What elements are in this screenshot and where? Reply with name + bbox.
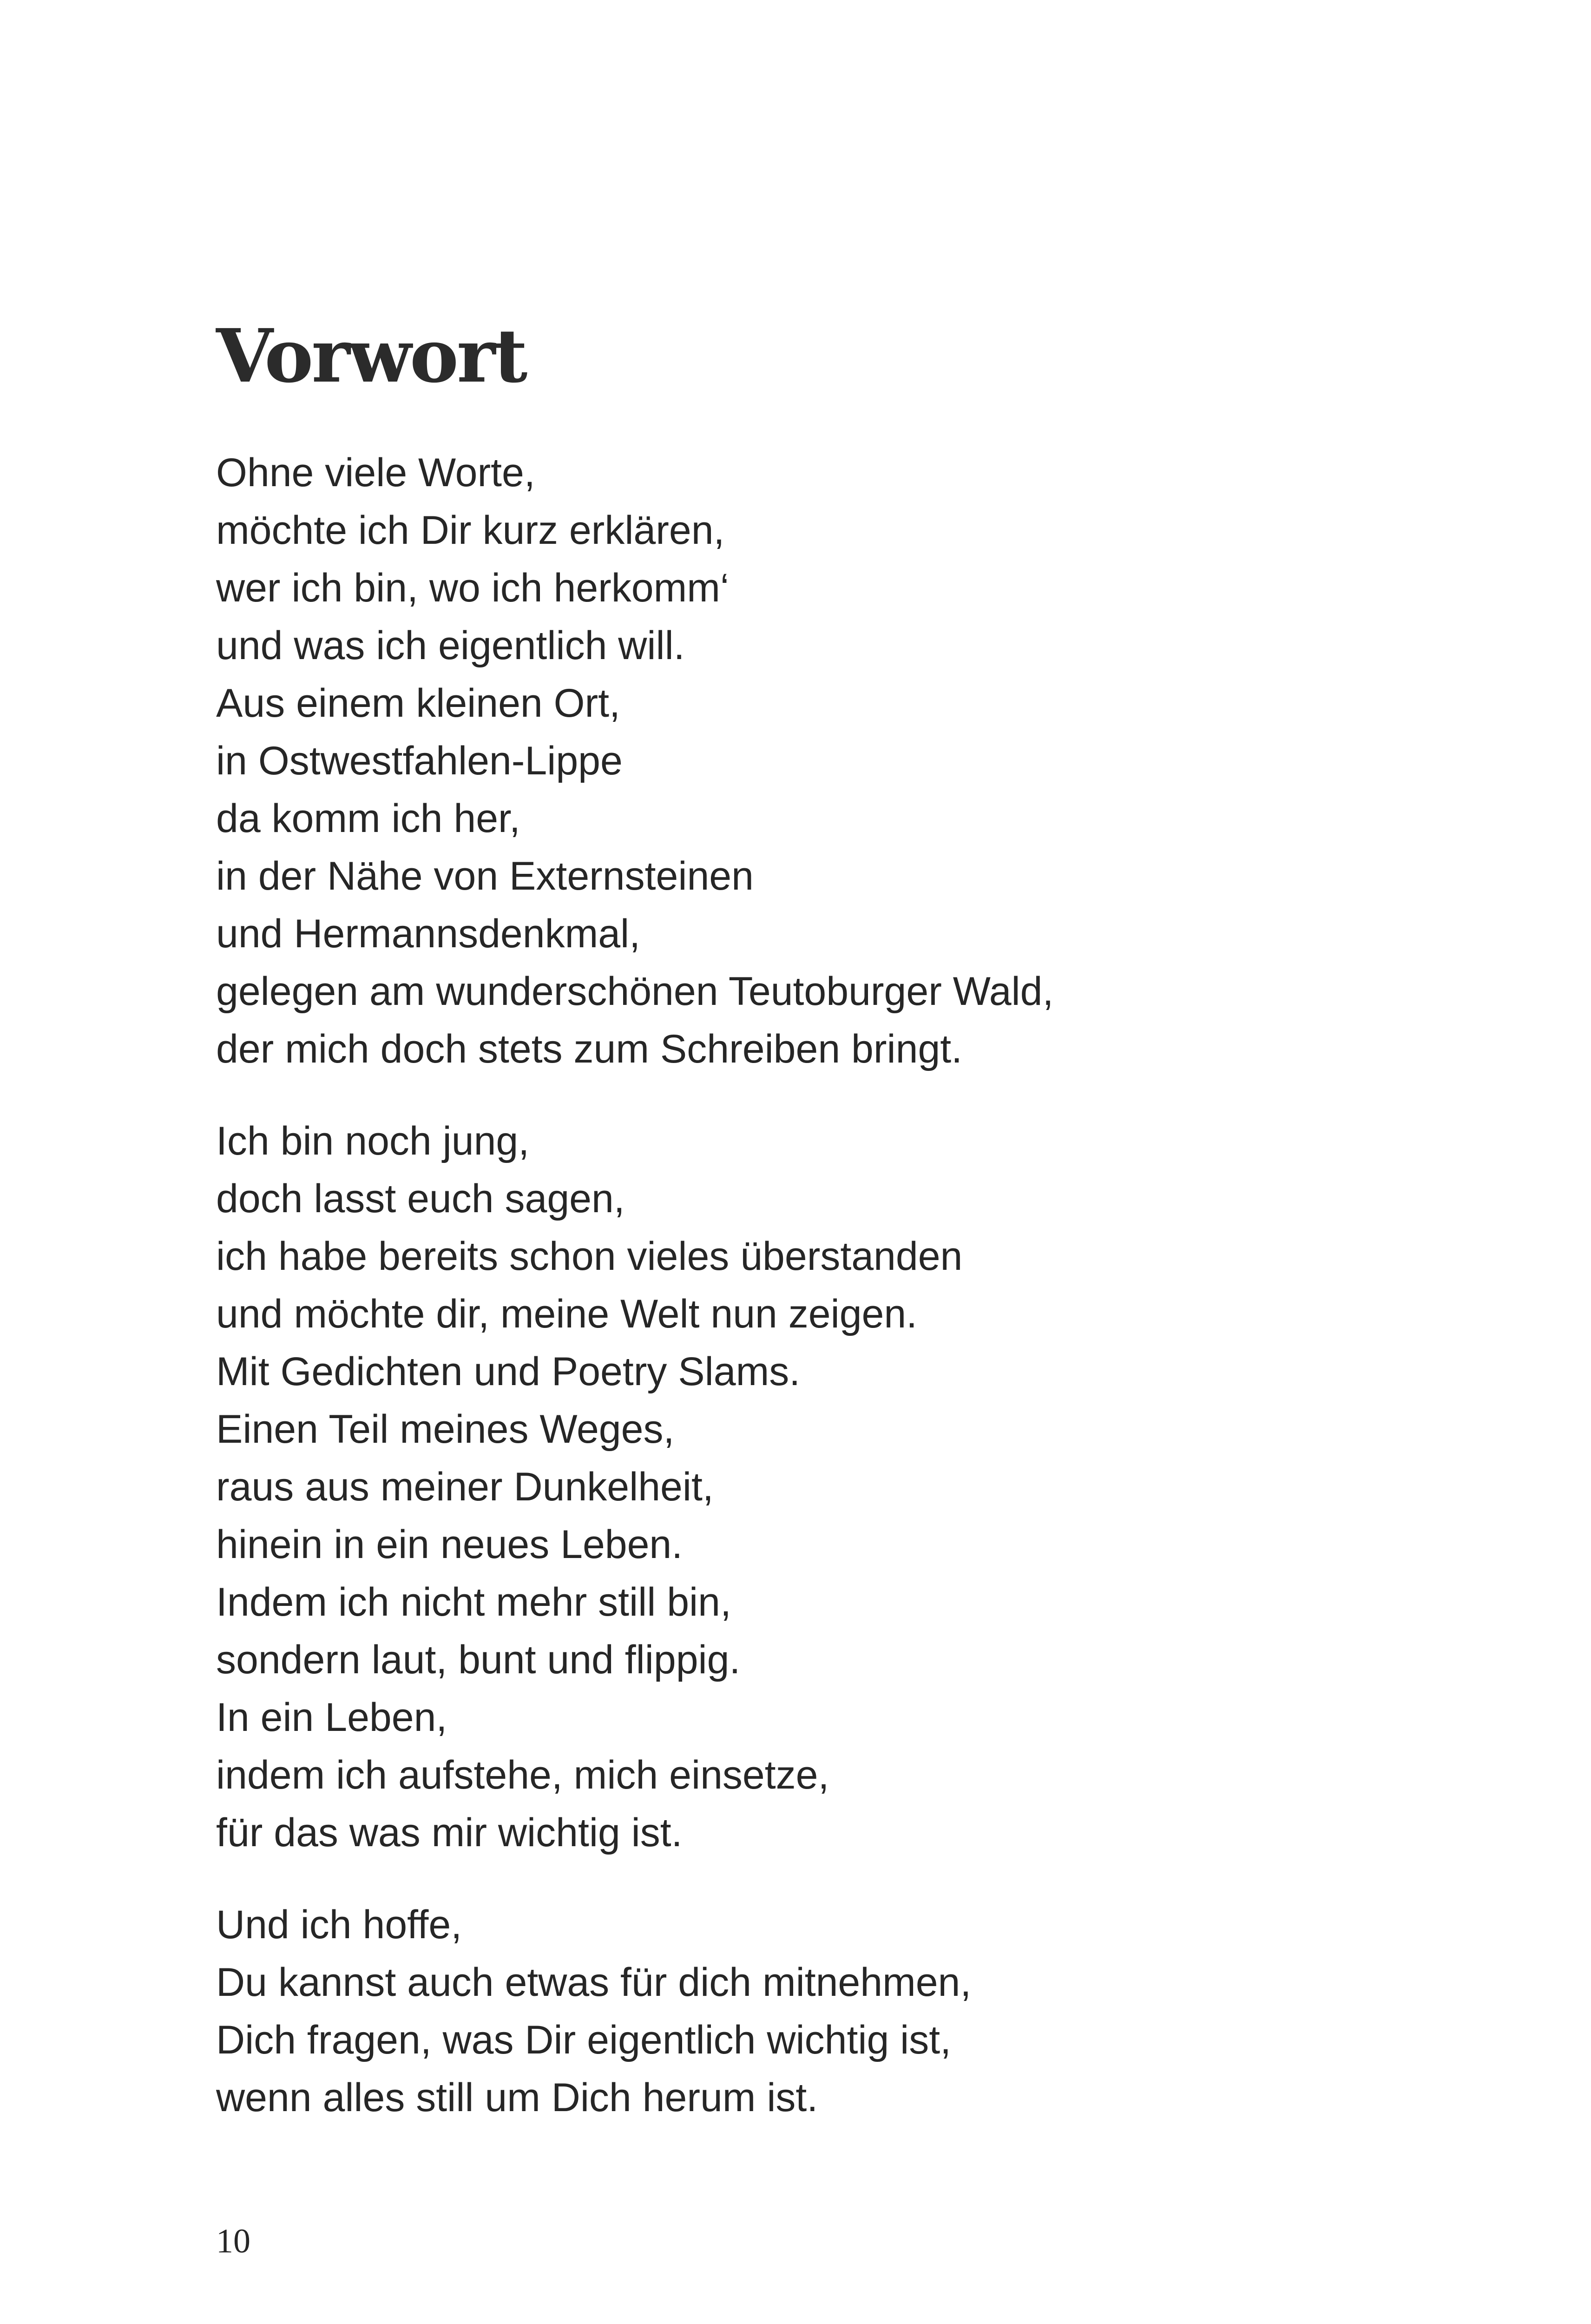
poem-line: doch lasst euch sagen, <box>216 1176 625 1221</box>
poem-line: da komm ich her, <box>216 796 520 841</box>
poem-line: und möchte dir, meine Welt nun zeigen. <box>216 1292 918 1336</box>
stanza-1 <box>216 444 1517 1078</box>
poem-line: ich habe bereits schon vieles überstanden <box>216 1234 963 1279</box>
poem-line: und was ich eigentlich will. <box>216 623 685 668</box>
poem-line: Ich bin noch jung, <box>216 1119 530 1163</box>
poem-line: Ohne viele Worte, <box>216 450 535 495</box>
poem-line: indem ich aufstehe, mich einsetze, <box>216 1753 829 1797</box>
poem-line: Aus einem kleinen Ort, <box>216 681 620 726</box>
poem-line: und Hermannsdenkmal, <box>216 911 641 956</box>
poem-line: wenn alles still um Dich herum ist. <box>216 2075 818 2120</box>
poem-line: Du kannst auch etwas für dich mitnehmen, <box>216 1960 972 2005</box>
poem-line: Und ich hoffe, <box>216 1902 462 1947</box>
poem-line: raus aus meiner Dunkelheit, <box>216 1465 714 1509</box>
poem-line: Dich fragen, was Dir eigentlich wichtig ist, <box>216 2018 952 2062</box>
poem-line: In ein Leben, <box>216 1695 447 1740</box>
stanza-3 <box>216 1896 1517 2126</box>
poem-line: gelegen am wunderschönen Teutoburger Wald, <box>216 969 1054 1014</box>
poem-line: sondern laut, bunt und flippig. <box>216 1637 741 1682</box>
page-title: Vorwort <box>216 313 526 399</box>
stanza-2 <box>216 1112 1517 1862</box>
poem-line: hinein in ein neues Leben. <box>216 1522 683 1567</box>
page-number: 10 <box>216 2222 250 2260</box>
poem-line: der mich doch stets zum Schreiben bringt. <box>216 1027 963 1071</box>
poem-line: Mit Gedichten und Poetry Slams. <box>216 1349 801 1394</box>
poem-line: in Ostwestfahlen-Lippe <box>216 739 623 783</box>
poem-body <box>216 444 1517 2126</box>
poem-line: Indem ich nicht mehr still bin, <box>216 1580 731 1624</box>
poem-line: möchte ich Dir kurz erklären, <box>216 508 725 553</box>
poem-line: für das was mir wichtig ist. <box>216 1810 683 1855</box>
poem-line: in der Nähe von Externsteinen <box>216 854 754 898</box>
poem-line: wer ich bin, wo ich herkomm‘ <box>216 566 730 610</box>
poem-line: Einen Teil meines Weges, <box>216 1407 675 1452</box>
